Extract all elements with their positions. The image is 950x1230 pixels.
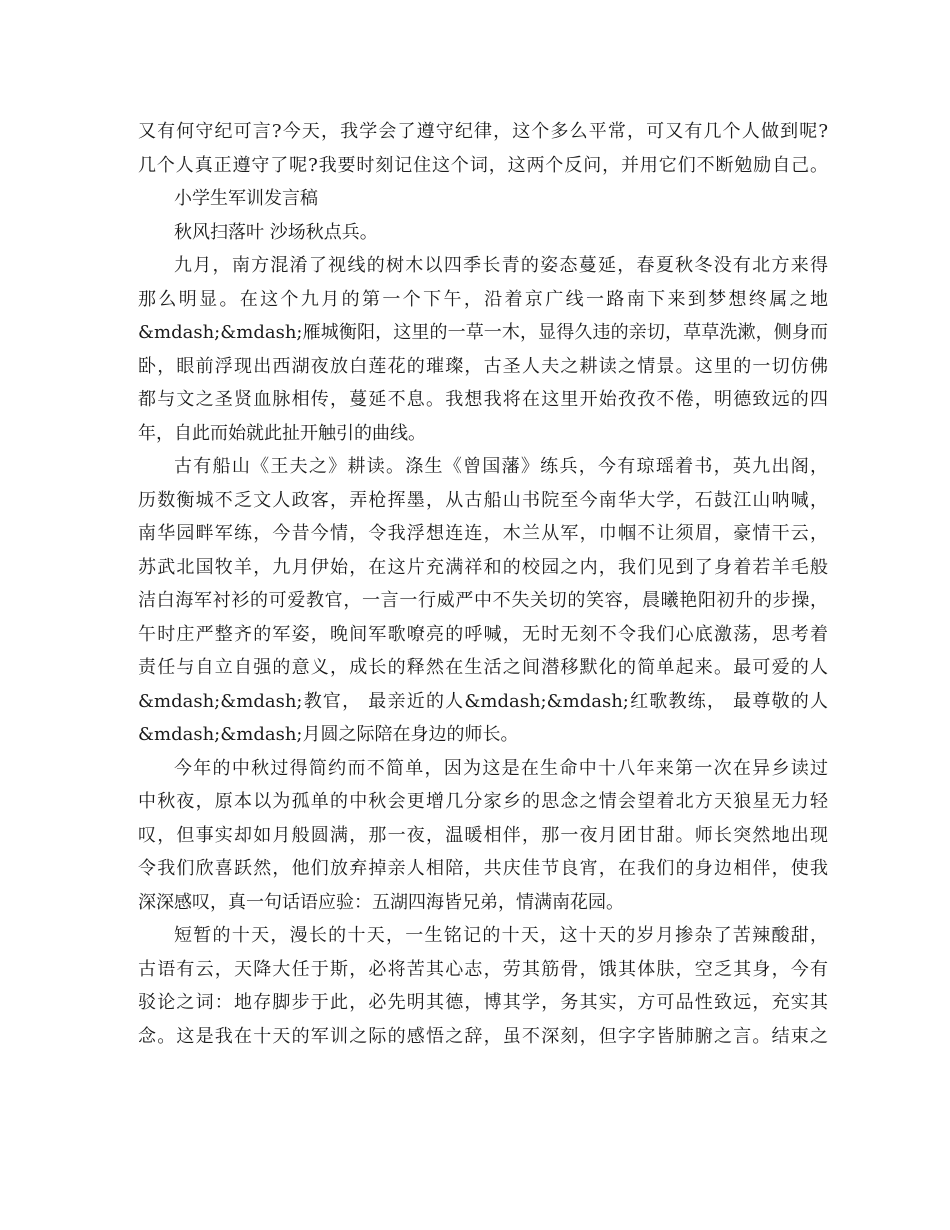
text-line: 驳论之词：地存脚步于此，必先明其德，博其学，务其实，方可品性致远，充实其 <box>138 992 828 1013</box>
text-line: 令我们欣喜跃然，他们放弃掉亲人相陪，共庆佳节良宵，在我们的身边相伴，使我 <box>138 858 828 879</box>
text-line: 九月，南方混淆了视线的树木以四季长青的姿态蔓延，春夏秋冬没有北方来得 <box>174 255 828 276</box>
text-line: 又有何守纪可言?今天，我学会了遵守纪律，这个多么平常，可又有几个人做到呢? <box>138 121 828 142</box>
text-line: 古有船山《王夫之》耕读。涤生《曾国藩》练兵，今有琼瑶着书，英九出阁， <box>174 456 828 477</box>
text-line: 责任与自立自强的意义，成长的释然在生活之间潜移默化的简单起来。最可爱的人 <box>138 657 828 678</box>
text-line: 南华园畔军练，今昔今情，令我浮想连连，木兰从军，巾帼不让须眉，豪情干云， <box>138 523 828 544</box>
text-line: 今年的中秋过得简约而不简单，因为这是在生命中十八年来第一次在异乡读过 <box>174 757 828 779</box>
text-line: &mdash;&mdash;月圆之际陪在身边的师长。 <box>138 724 519 745</box>
text-line: &mdash;&mdash;雁城衡阳，这里的一草一木，显得久违的亲切，草草洗漱，侧身而 <box>138 322 828 343</box>
text-line: 中秋夜，原本以为孤单的中秋会更增几分家乡的思念之情会望着北方天狼星无力轻 <box>138 791 828 812</box>
text-line: 历数衡城不乏文人政客，弄枪挥墨，从古船山书院至今南华大学，石鼓江山呐喊， <box>138 489 828 511</box>
text-line: 古语有云，天降大任于斯，必将苦其心志，劳其筋骨，饿其体肤，空乏其身，今有 <box>138 958 828 980</box>
text-line: 叹，但事实却如月般圆满，那一夜，温暖相伴，那一夜月团甘甜。师长突然地出现 <box>138 824 828 846</box>
text-line: 短暂的十天，漫长的十天，一生铭记的十天，这十天的岁月掺杂了苦辣酸甜， <box>174 925 828 946</box>
text-line: 秋风扫落叶 沙场秋点兵。 <box>174 221 378 243</box>
text-line: &mdash;&mdash;教官， 最亲近的人&mdash;&mdash;红歌教练， 最尊敬的人 <box>138 690 828 712</box>
text-line: 都与文之圣贤血脉相传，蔓延不息。我想我将在这里开始孜孜不倦，明德致远的四 <box>138 389 828 410</box>
text-line: 年，自此而始就此扯开触引的曲线。 <box>138 422 426 444</box>
text-line: 小学生军训发言稿 <box>174 188 318 209</box>
text-line: 深深感叹，真一句话语应验：五湖四海皆兄弟，情满南花园。 <box>138 891 624 913</box>
text-line: 苏武北国牧羊，九月伊始，在这片充满祥和的校园之内，我们见到了身着若羊毛般 <box>138 556 828 578</box>
text-line: 那么明显。在这个九月的第一个下午，沿着京广线一路南下来到梦想终属之地 <box>138 288 828 310</box>
text-line: 洁白海军衬衫的可爱教官，一言一行威严中不失关切的笑容，晨曦艳阳初升的步操， <box>138 590 828 611</box>
text-line: 卧，眼前浮现出西湖夜放白莲花的璀璨，古圣人夫之耕读之情景。这里的一切仿佛 <box>138 355 828 377</box>
text-line: 几个人真正遵守了呢?我要时刻记住这个词，这两个反问，并用它们不断勉励自己。 <box>138 154 828 176</box>
document-body <box>138 115 828 1053</box>
text-line: 念。这是我在十天的军训之际的感悟之辞，虽不深刻，但字字皆肺腑之言。结束之 <box>138 1025 828 1047</box>
text-line: 午时庄严整齐的军姿，晚间军歌嘹亮的呼喊，无时无刻不令我们心底激荡，思考着 <box>138 623 828 645</box>
